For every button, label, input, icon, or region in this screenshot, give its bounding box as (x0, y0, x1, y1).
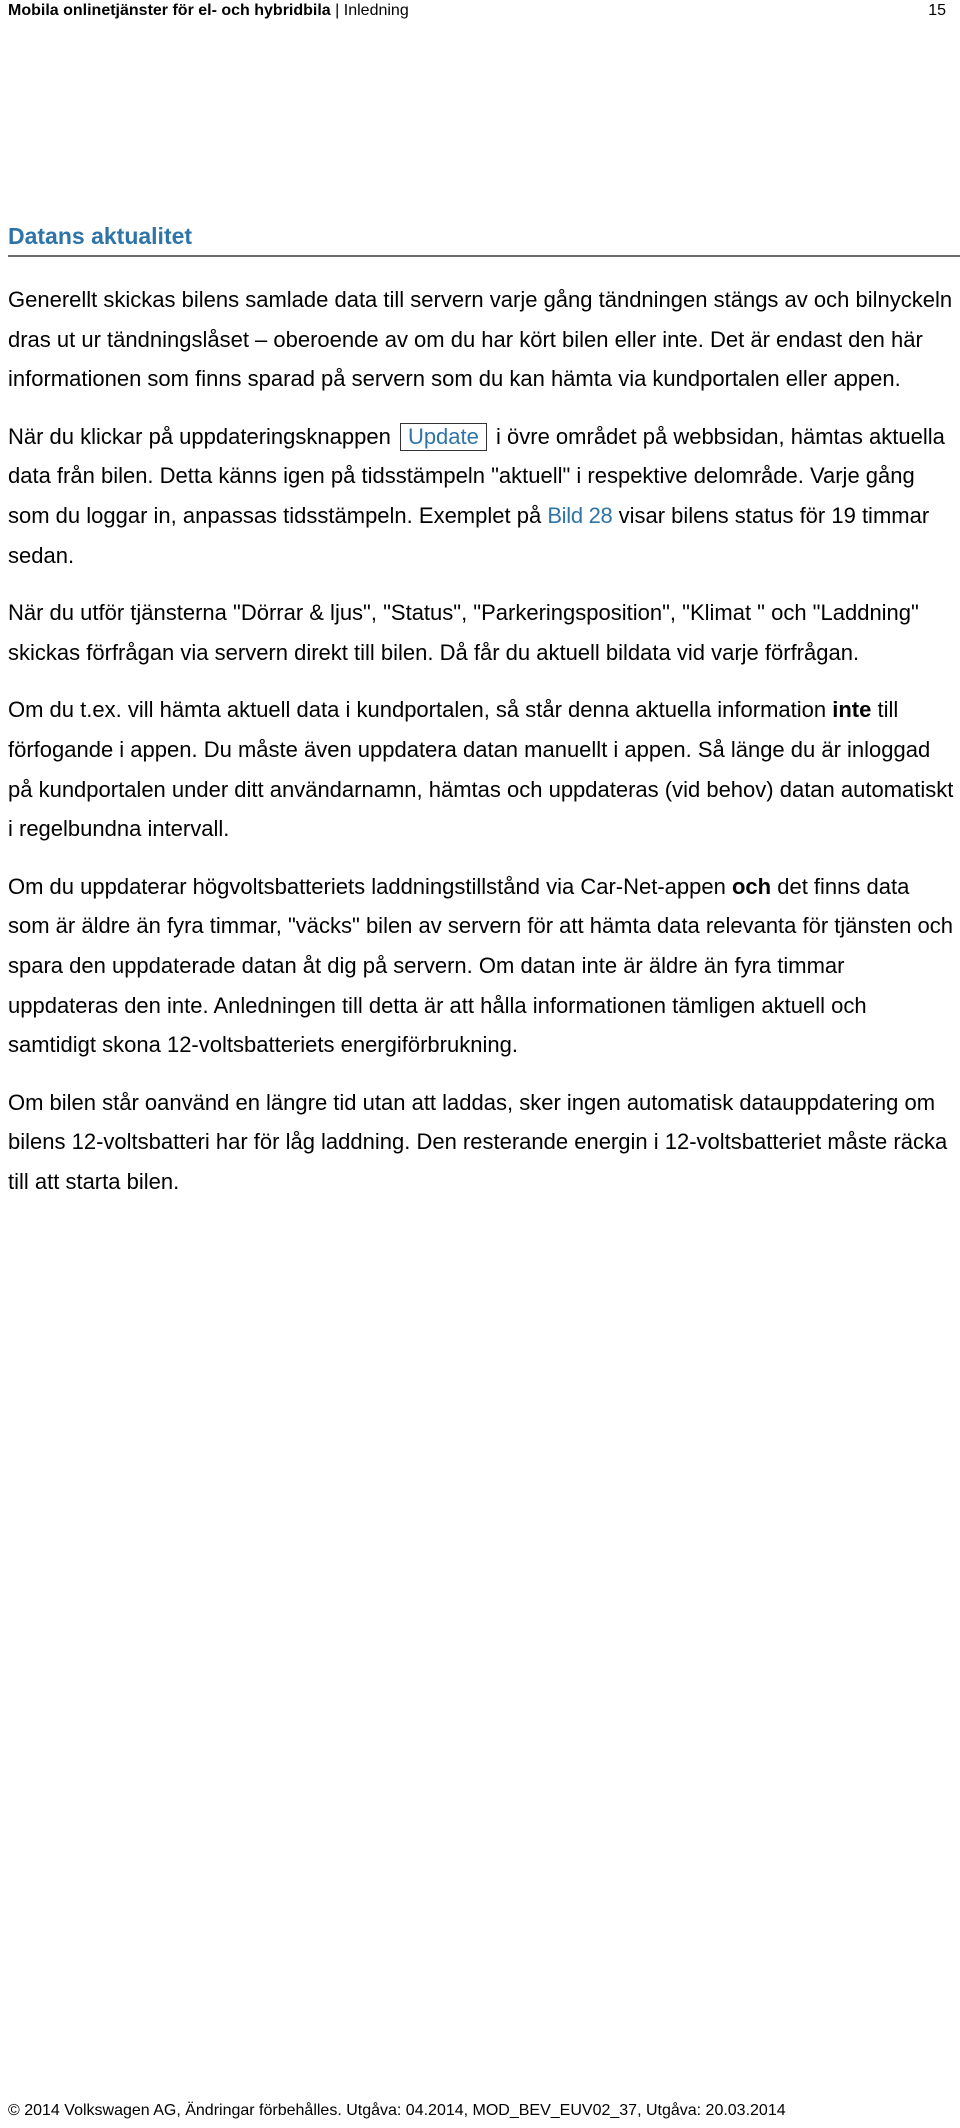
figure-link[interactable]: Bild 28 (547, 502, 613, 528)
paragraph-4-text-a: Om du t.ex. vill hämta aktuell data i kundportalen, så står denna aktuella information (8, 697, 827, 723)
body-text (8, 280, 956, 1219)
document-title: Mobila onlinetjänster för el- och hybridbila (8, 2, 331, 19)
paragraph-4-emphasis: inte (832, 697, 872, 723)
paragraph-4 (8, 690, 956, 848)
chapter-name: Inledning (343, 2, 409, 19)
paragraph-1: Generellt skickas bilens samlade data till servern varje gång tändningen stängs av och bilnyckeln dras ut ur tändningslåset – oberoende av om du har kört bilen eller inte. Det är endast den här informationen som finns sparad på servern som du kan hämta via kundportalen eller appen. (8, 287, 953, 392)
section-heading: Datans aktualitet (8, 217, 960, 257)
paragraph-6: Om bilen står oanvänd en längre tid utan att laddas, sker ingen automatisk datauppdatering om bilens 12-voltsbatteri har för låg laddning. Den resterande energin i 12-voltsbatteriet måste räcka till att starta bilen. (8, 1089, 948, 1194)
paragraph-2-text-b: i övre området på webbsidan, hämtas aktuella data från bilen. Detta känns igen på tidsstämpeln "aktuell" i respektive delområde. Varje gång som du loggar in, anpassas tidsstämpeln. Exemplet på (8, 423, 945, 528)
paragraph-5-text-a: Om du uppdaterar högvoltsbatteriets laddningstillstånd via Car-Net-appen (8, 873, 726, 899)
paragraph-3: När du utför tjänsterna "Dörrar & ljus", "Status", "Parkeringsposition", "Klimat " och "Laddning" skickas förfrågan via servern direkt till bilen. Då får du aktuell bildata vid varje förfrågan. (8, 600, 919, 665)
paragraph-2-text-c: visar bilens status för 19 timmar sedan. (8, 502, 930, 568)
paragraph-5-text-b: det finns data som är äldre än fyra timmar, "väcks" bilen av servern för att hämta data relevanta för tjänsten och spara den uppdaterade datan åt dig på servern. Om datan inte är äldre än fyra timmar uppdateras den inte. Anledningen till detta är att hålla informationen tämligen aktuell och samtidigt skona 12-voltsbatteriets energiförbrukning. (8, 873, 953, 1058)
page-header (8, 0, 952, 22)
page-number: 15 (928, 2, 946, 19)
paragraph-2 (8, 417, 956, 575)
header-separator: | (335, 2, 340, 19)
paragraph-4-text-b: till förfogande i appen. Du måste även uppdatera datan manuellt i appen. Så länge du är inloggad på kundportalen under ditt användarnamn, hämtas och uppdateras (vid behov) datan automatiskt i regelbundna intervall. (8, 697, 954, 842)
update-button-reference: Update (400, 423, 487, 451)
paragraph-2-text-a: När du klickar på uppdateringsknappen (8, 423, 391, 449)
page-footer: © 2014 Volkswagen AG, Ändringar förbehålles. Utgåva: 04.2014, MOD_BEV_EUV02_37, Utgåva: 20.03.2014 (8, 2102, 786, 2119)
paragraph-5-emphasis: och (731, 873, 772, 899)
paragraph-5 (8, 867, 956, 1065)
